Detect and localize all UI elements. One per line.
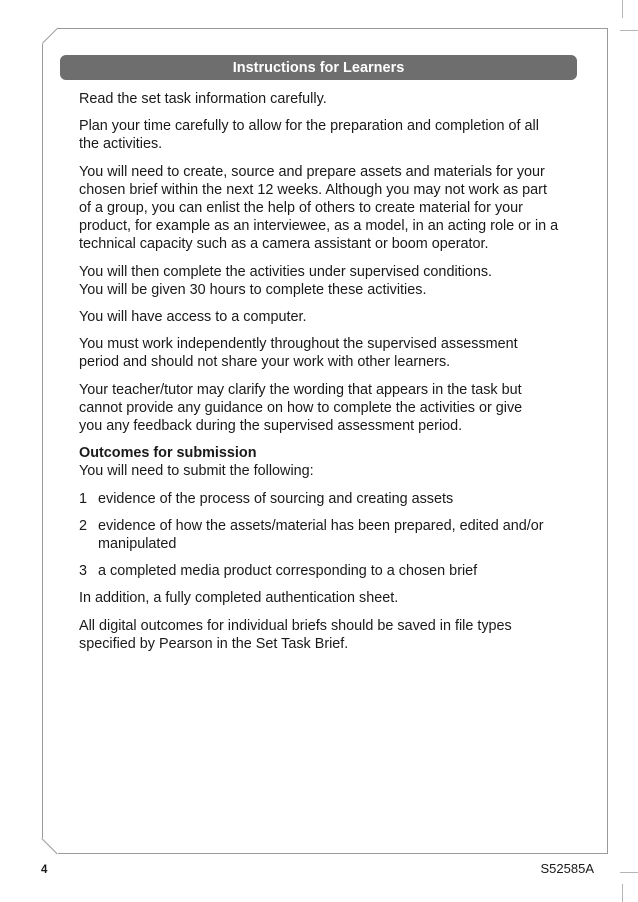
paragraph-work-independently bbox=[79, 335, 569, 371]
text-line: You will need to create, source and prepare assets and materials for your bbox=[79, 163, 545, 180]
outcome-item-3 bbox=[79, 562, 569, 580]
text-line: period and should not share your work with other learners. bbox=[79, 354, 451, 371]
text-line: chosen brief within the next 12 weeks. Although you may not work as part bbox=[79, 181, 547, 198]
outcome-number: 3 bbox=[79, 563, 88, 580]
paragraph-read-task bbox=[79, 90, 569, 108]
paragraph-plan-time bbox=[79, 117, 569, 153]
text-line: evidence of the process of sourcing and creating assets bbox=[98, 490, 454, 507]
outcomes-heading: Outcomes for submission bbox=[79, 445, 257, 462]
paragraph-supervised-conditions bbox=[79, 263, 569, 299]
crop-mark-bottom-right-vertical bbox=[622, 884, 623, 902]
instructions-body bbox=[79, 90, 569, 662]
outcome-text bbox=[98, 490, 453, 508]
crop-mark-bottom-right-horizontal bbox=[620, 872, 638, 873]
text-line: All digital outcomes for individual briefs should be saved in file types bbox=[79, 617, 512, 634]
paragraph-authentication bbox=[79, 589, 569, 607]
outcome-item-1 bbox=[79, 490, 569, 508]
paragraph-computer-access bbox=[79, 308, 569, 326]
crop-mark-top-right-horizontal bbox=[620, 30, 638, 31]
outcome-text bbox=[98, 562, 477, 580]
outcome-item-2 bbox=[79, 517, 569, 553]
text-line: Plan your time carefully to allow for the preparation and completion of all bbox=[79, 118, 539, 135]
text-line: You will be given 30 hours to complete these activities. bbox=[79, 281, 427, 298]
text-line: you any feedback during the supervised assessment period. bbox=[79, 418, 463, 435]
outcome-number: 1 bbox=[79, 490, 88, 507]
page-number: 4 bbox=[41, 864, 48, 876]
paragraph-file-types bbox=[79, 617, 569, 653]
document-code: S52585A bbox=[540, 861, 594, 876]
crop-mark-top-right-vertical bbox=[622, 0, 623, 18]
text-line: evidence of how the assets/material has been prepared, edited and/or bbox=[98, 517, 544, 534]
outcomes-intro: You will need to submit the following: bbox=[79, 463, 314, 480]
text-line: In addition, a fully completed authentication sheet. bbox=[79, 590, 399, 607]
paragraph-create-assets bbox=[79, 163, 569, 254]
text-line: manipulated bbox=[98, 536, 177, 553]
text-line: Your teacher/tutor may clarify the wording that appears in the task but bbox=[79, 381, 522, 398]
outcome-number: 2 bbox=[79, 517, 88, 534]
section-header-title: Instructions for Learners bbox=[232, 59, 405, 76]
section-header bbox=[60, 55, 577, 80]
text-line: a completed media product corresponding to a chosen brief bbox=[98, 563, 478, 580]
text-line: the activities. bbox=[79, 136, 163, 153]
text-line: You will have access to a computer. bbox=[79, 309, 307, 326]
text-line: of a group, you can enlist the help of others to create material for your bbox=[79, 200, 523, 217]
text-line: Read the set task information carefully. bbox=[79, 91, 327, 107]
text-line: You must work independently throughout the supervised assessment bbox=[79, 336, 518, 353]
outcome-text bbox=[98, 517, 544, 553]
text-line: You will then complete the activities under supervised conditions. bbox=[79, 263, 493, 280]
text-line: cannot provide any guidance on how to complete the activities or give bbox=[79, 399, 523, 416]
paragraph-teacher-guidance bbox=[79, 381, 569, 436]
text-line: product, for example as an interviewee, as a model, in an acting role or in a bbox=[79, 218, 559, 235]
text-line: technical capacity such as a camera assistant or boom operator. bbox=[79, 236, 489, 253]
text-line: specified by Pearson in the Set Task Brief. bbox=[79, 635, 349, 652]
